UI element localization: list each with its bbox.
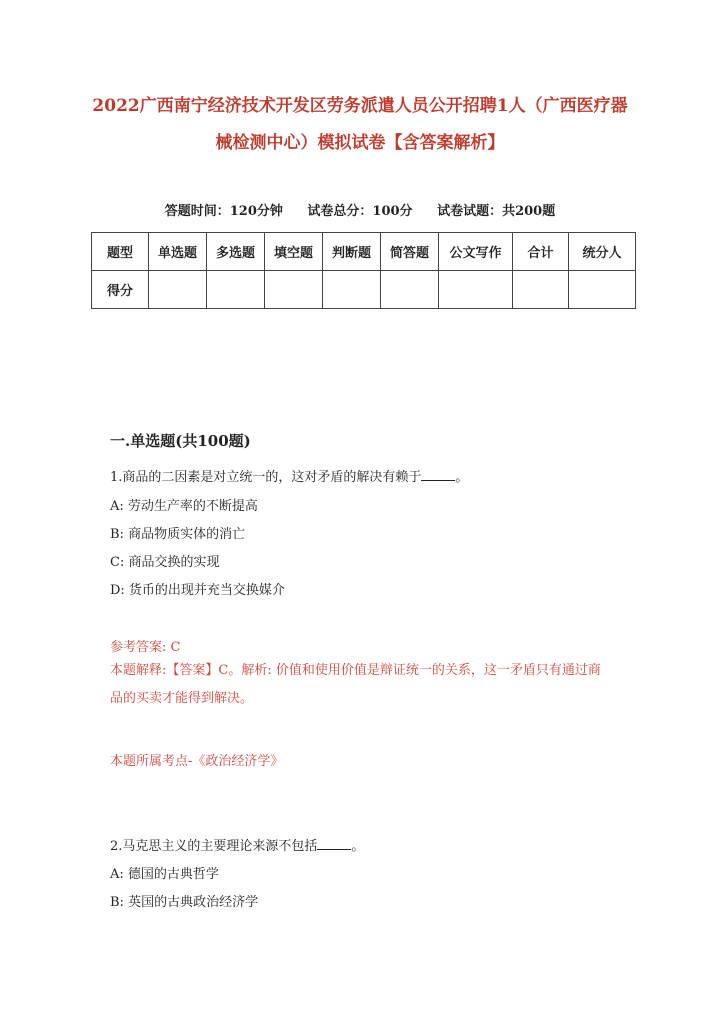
row-label-score: 得分 bbox=[92, 271, 149, 309]
header-cell-judge: 判断题 bbox=[323, 233, 381, 271]
score-cell bbox=[513, 271, 569, 309]
question-2-option-b: B: 英国的古典政治经济学 bbox=[110, 895, 259, 910]
question-2-stem-text: 2.马克思主义的主要理论来源不包括 bbox=[110, 839, 318, 854]
header-cell-type: 题型 bbox=[92, 233, 149, 271]
document-title: 2022广西南宁经济技术开发区劳务派遣人员公开招聘1人（广西医疗器械检测中心）模拟试卷【含答案解析】 bbox=[92, 96, 628, 153]
question-1-option-d: D: 货币的出现并充当交换媒介 bbox=[110, 583, 285, 598]
question-1-answer: 参考答案: C bbox=[110, 640, 181, 655]
exam-meta bbox=[0, 200, 720, 219]
header-cell-short: 简答题 bbox=[381, 233, 439, 271]
score-cell bbox=[381, 271, 439, 309]
section-title: 一.单选题(共100题) bbox=[110, 432, 251, 450]
score-cell bbox=[323, 271, 381, 309]
question-1-explanation: 本题解释:【答案】C。解析: 价值和使用价值是辩证统一的关系，这一矛盾只有通过商品的买卖才能得到解决。 bbox=[110, 663, 601, 706]
header-cell-total: 合计 bbox=[513, 233, 569, 271]
score-cell bbox=[207, 271, 265, 309]
score-cell bbox=[265, 271, 323, 309]
question-1-option-b: B: 商品物质实体的消亡 bbox=[110, 527, 246, 542]
question-1-stem bbox=[110, 466, 468, 485]
header-cell-writing: 公文写作 bbox=[439, 233, 513, 271]
question-2-stem-end: 。 bbox=[351, 839, 365, 854]
header-cell-fill: 填空题 bbox=[265, 233, 323, 271]
question-2-stem bbox=[110, 835, 364, 854]
score-cell bbox=[569, 271, 636, 309]
question-1-option-c: C: 商品交换的实现 bbox=[110, 555, 220, 570]
score-table bbox=[91, 232, 636, 309]
header-cell-scorer: 统分人 bbox=[569, 233, 636, 271]
score-table-header-row bbox=[92, 233, 636, 271]
header-cell-single: 单选题 bbox=[149, 233, 207, 271]
answer-blank bbox=[317, 837, 351, 850]
exam-question-count: 试卷试题：共200题 bbox=[437, 204, 556, 219]
header-cell-multi: 多选题 bbox=[207, 233, 265, 271]
score-table-score-row bbox=[92, 271, 636, 309]
exam-total-score: 试卷总分：100分 bbox=[307, 204, 413, 219]
answer-blank bbox=[421, 468, 455, 481]
exam-time: 答题时间：120分钟 bbox=[164, 204, 283, 219]
question-1-stem-text: 1.商品的二因素是对立统一的，这对矛盾的解决有赖于 bbox=[110, 470, 422, 485]
question-2-option-a: A: 德国的古典哲学 bbox=[110, 867, 219, 882]
question-1-topic: 本题所属考点-《政治经济学》 bbox=[110, 754, 284, 769]
question-1-stem-end: 。 bbox=[455, 470, 469, 485]
question-1-option-a: A: 劳动生产率的不断提高 bbox=[110, 499, 258, 514]
score-cell bbox=[149, 271, 207, 309]
score-cell bbox=[439, 271, 513, 309]
